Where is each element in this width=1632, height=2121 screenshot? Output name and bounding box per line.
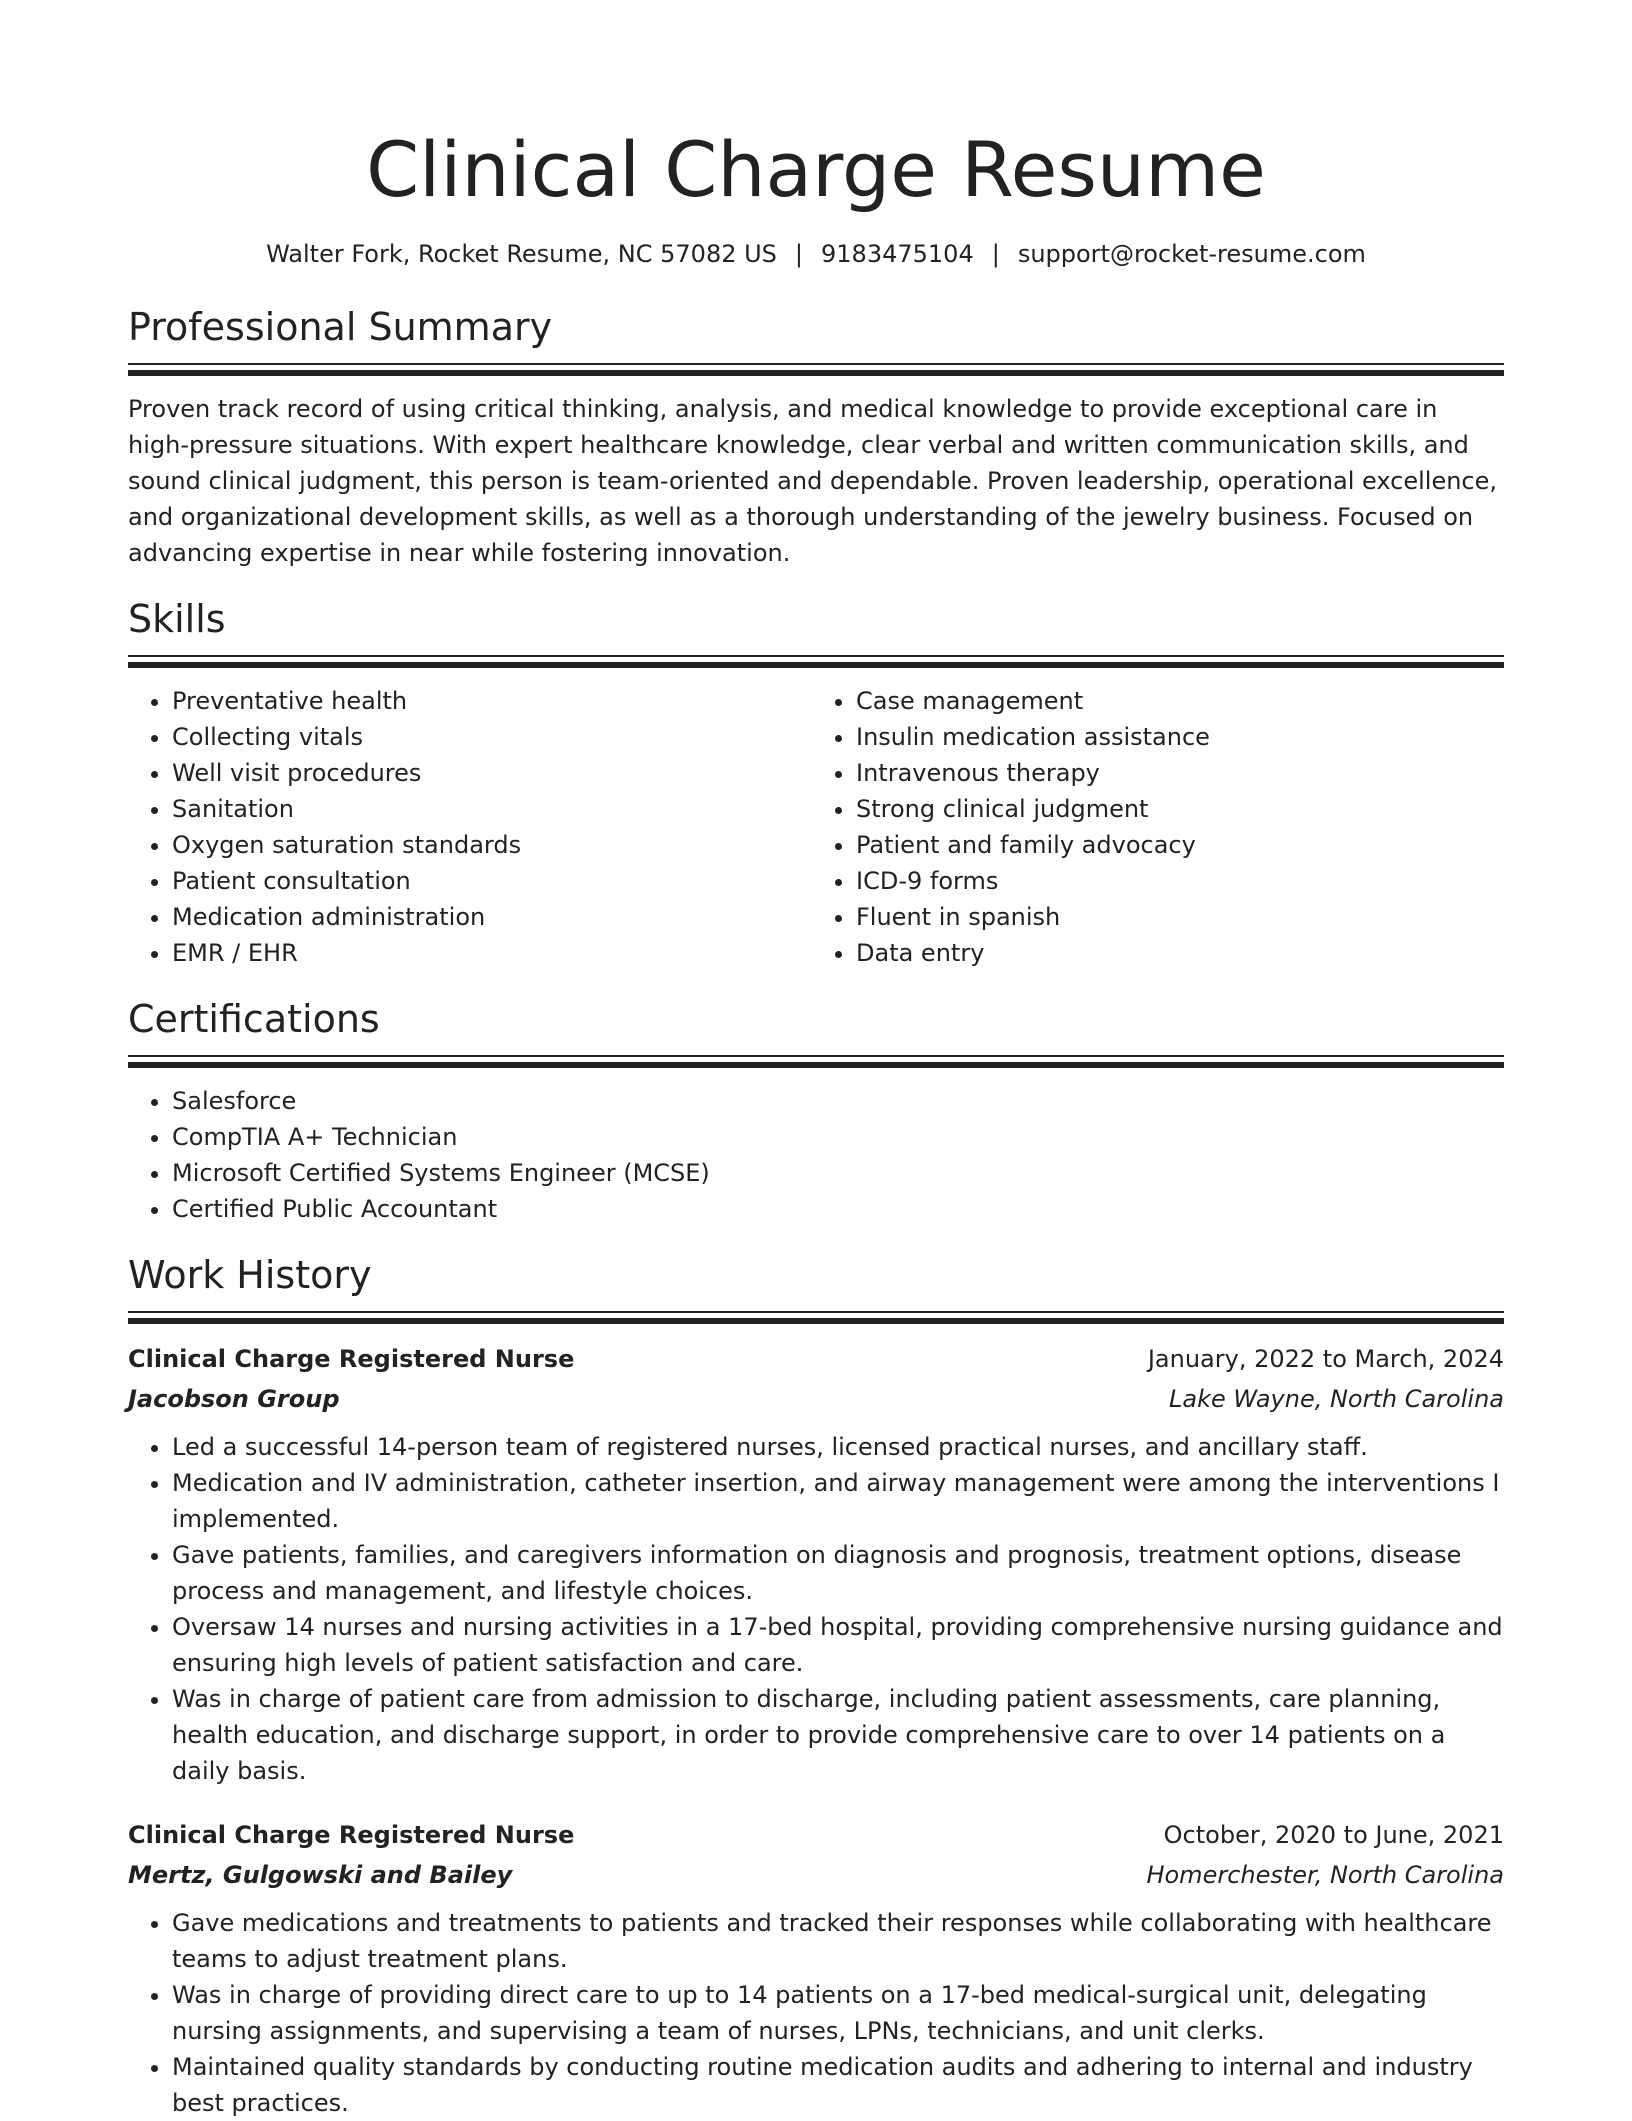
summary-text: Proven track record of using critical thinking, analysis, and medical knowledge to provide exceptional care in high-pressure situations. With expert healthcare knowledge, clear verbal and written communication skills, and sound clinical judgment, this person is team-oriented and dependable. Proven leadership, operational excellence, and organizational development skills, as well as a thorough understanding of the jewelry business. Focused on advancing expertise in near while fostering innovation.	[128, 395, 1498, 567]
job-header	[128, 1339, 1504, 1379]
skill-item: • Data entry	[856, 935, 1496, 971]
skills-list-left	[128, 683, 806, 971]
certification-item: • CompTIA A+ Technician	[172, 1119, 1504, 1155]
contact-separator: |	[991, 240, 1000, 268]
job-location: Homerchester, North Carolina	[1146, 1861, 1504, 1889]
certification-item: • Salesforce	[172, 1083, 1504, 1119]
job-title: Clinical Charge Registered Nurse	[128, 1345, 575, 1373]
job-title: Clinical Charge Registered Nurse	[128, 1821, 575, 1849]
skill-item: • Patient consultation	[172, 863, 806, 899]
job-company: Jacobson Group	[128, 1385, 340, 1413]
job-subheader	[128, 1855, 1504, 1895]
section-heading-work-history: Work History	[128, 1253, 372, 1297]
skill-item: • Well visit procedures	[172, 755, 806, 791]
contact-line	[128, 237, 1504, 271]
skill-item: • EMR / EHR	[172, 935, 806, 971]
job-bullet: • Was in charge of patient care from admission to discharge, including patient assessments, care planning, health education, and discharge support, in order to provide comprehensive care to over 14 patients on a daily basis.	[172, 1681, 1504, 1789]
resume-page	[128, 0, 1504, 2121]
job-bullet: • Medication and IV administration, catheter insertion, and airway management were among the interventions I implemented.	[172, 1465, 1504, 1537]
skill-item: • Medication administration	[172, 899, 806, 935]
certification-item: • Microsoft Certified Systems Engineer (MCSE)	[172, 1155, 1504, 1191]
job-bullet: • Oversaw 14 nurses and nursing activities in a 17-bed hospital, providing comprehensive nursing guidance and ensuring high levels of patient satisfaction and care.	[172, 1609, 1504, 1681]
skills-list-right	[806, 683, 1496, 971]
certification-item: • Certified Public Accountant	[172, 1191, 1504, 1227]
job-bullet: • Led a successful 14-person team of registered nurses, licensed practical nurses, and ancillary staff.	[172, 1429, 1504, 1465]
skill-item: • Preventative health	[172, 683, 806, 719]
job-bullets	[128, 1905, 1504, 2121]
job-bullet: • Gave medications and treatments to patients and tracked their responses while collaborating with healthcare teams to adjust treatment plans.	[172, 1905, 1504, 1977]
section-divider	[128, 363, 1504, 377]
job-dates: January, 2022 to March, 2024	[1147, 1345, 1504, 1373]
section-divider	[128, 1311, 1504, 1325]
work-history-section	[128, 1249, 1504, 2121]
section-divider	[128, 1055, 1504, 1069]
section-divider	[128, 655, 1504, 669]
skill-item: • Intravenous therapy	[856, 755, 1496, 791]
skill-item: • Strong clinical judgment	[856, 791, 1496, 827]
skill-item: • Sanitation	[172, 791, 806, 827]
job-dates: October, 2020 to June, 2021	[1163, 1821, 1504, 1849]
certifications-list	[128, 1083, 1504, 1227]
skill-item: • Collecting vitals	[172, 719, 806, 755]
skill-item: • ICD-9 forms	[856, 863, 1496, 899]
job-bullet: • Was in charge of providing direct care to up to 14 patients on a 17-bed medical-surgical unit, delegating nursing assignments, and supervising a team of nurses, LPNs, technicians, and unit clerks.	[172, 1977, 1504, 2049]
summary-section	[128, 301, 1504, 571]
skill-item: • Insulin medication assistance	[856, 719, 1496, 755]
job-bullets	[128, 1429, 1504, 1789]
contact-separator: |	[794, 240, 804, 268]
skill-item: • Case management	[856, 683, 1496, 719]
section-heading-summary: Professional Summary	[128, 305, 553, 349]
contact-phone: 9183475104	[821, 240, 974, 268]
job-company: Mertz, Gulgowski and Bailey	[128, 1861, 513, 1889]
job-entry	[128, 1339, 1504, 1789]
skills-section	[128, 593, 1504, 971]
section-heading-certifications: Certifications	[128, 997, 380, 1041]
skill-item: • Fluent in spanish	[856, 899, 1496, 935]
job-bullet: • Maintained quality standards by conducting routine medication audits and adhering to internal and industry best practices.	[172, 2049, 1504, 2121]
job-entry	[128, 1815, 1504, 2121]
job-location: Lake Wayne, North Carolina	[1169, 1385, 1504, 1413]
resume-title: Clinical Charge Resume	[366, 125, 1266, 214]
job-bullet: • Gave patients, families, and caregivers information on diagnosis and prognosis, treatment options, disease process and management, and lifestyle choices.	[172, 1537, 1504, 1609]
contact-email: support@rocket-resume.com	[1017, 240, 1366, 268]
section-heading-skills: Skills	[128, 597, 226, 641]
skills-columns	[128, 683, 1504, 971]
skill-item: • Oxygen saturation standards	[172, 827, 806, 863]
certifications-section	[128, 993, 1504, 1227]
contact-address: Walter Fork, Rocket Resume, NC 57082 US	[266, 240, 777, 268]
job-header	[128, 1815, 1504, 1855]
skill-item: • Patient and family advocacy	[856, 827, 1496, 863]
job-subheader	[128, 1379, 1504, 1419]
